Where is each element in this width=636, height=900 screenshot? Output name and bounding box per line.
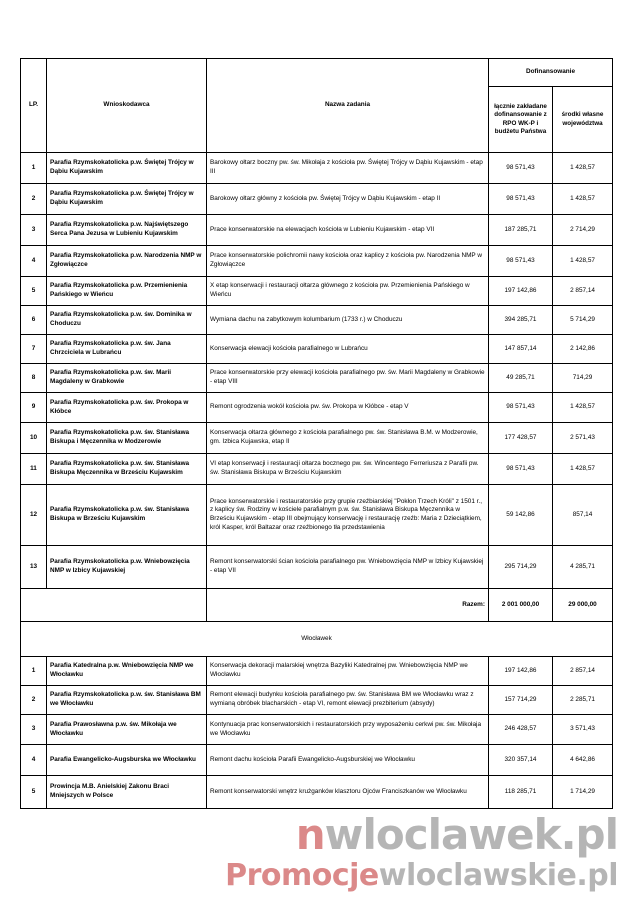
own-funds-amount: 2 857,14 — [553, 277, 613, 306]
row-number: 11 — [21, 454, 47, 485]
watermark-grey-part: wloclawek.pl — [324, 810, 618, 859]
row-number: 12 — [21, 485, 47, 546]
rpo-amount: 98 571,43 — [489, 184, 553, 215]
row-number: 13 — [21, 546, 47, 589]
task-cell: Barokowy ołtarz główny z kościoła pw. Świętej Trójcy w Dąbiu Kujawskim - etap II — [207, 184, 489, 215]
own-funds-amount: 4 285,71 — [553, 546, 613, 589]
own-funds-amount: 857,14 — [553, 485, 613, 546]
task-cell: Prace konserwatorskie przy elewacji kościoła parafialnego pw. św. Marii Magdaleny w Grabkowie - etap VIII — [207, 364, 489, 393]
header-own: środki własne województwa — [553, 87, 613, 153]
row-number: 7 — [21, 335, 47, 364]
rpo-amount: 187 285,71 — [489, 215, 553, 246]
applicant-cell: Prowincja M.B. Anielskiej Zakonu Braci Mniejszych w Polsce — [47, 776, 207, 809]
task-cell: Kontynuacja prac konserwatorskich i restauratorskich przy wyposażeniu cerkwi pw. św. Mikołaja we Włocławku — [207, 715, 489, 745]
applicant-cell: Parafia Ewangelicko-Augsburska we Włocławku — [47, 745, 207, 776]
task-cell: Remont ogrodzenia wokół kościoła pw. św. Prokopa w Kłóbce - etap V — [207, 393, 489, 423]
own-funds-amount: 2 142,86 — [553, 335, 613, 364]
own-funds-amount: 1 714,29 — [553, 776, 613, 809]
rpo-amount: 320 357,14 — [489, 745, 553, 776]
table-row — [21, 485, 613, 546]
table-row — [21, 657, 613, 686]
task-cell: Remont konserwatorski wnętrz krużganków klasztoru Ojców Franciszkanów we Włocławku — [207, 776, 489, 809]
section-title: Włocławek — [21, 622, 613, 657]
row-number: 10 — [21, 423, 47, 454]
rpo-amount: 246 428,57 — [489, 715, 553, 745]
own-funds-amount: 1 428,57 — [553, 393, 613, 423]
table-row — [21, 246, 613, 277]
table-row — [21, 454, 613, 485]
rpo-amount: 147 857,14 — [489, 335, 553, 364]
rpo-amount: 98 571,43 — [489, 246, 553, 277]
applicant-cell: Parafia Rzymskokatolicka p.w. św. Stanisława Biskupa w Brześciu Kujawskim — [47, 485, 207, 546]
applicant-cell: Parafia Rzymskokatolicka p.w. św. Stanisława BM we Włocławku — [47, 686, 207, 715]
rpo-amount: 59 142,86 — [489, 485, 553, 546]
row-number: 4 — [21, 745, 47, 776]
task-cell: Konserwacja ołtarza głównego z kościoła parafialnego pw. św. Stanisława B.M. w Modzerowie, gm. Izbica Kujawska, etap II — [207, 423, 489, 454]
row-number: 2 — [21, 184, 47, 215]
table-row — [21, 215, 613, 246]
sum-rpo: 2 001 000,00 — [489, 589, 553, 622]
applicant-cell: Parafia Rzymskokatolicka p.w. Najświętszego Serca Pana Jezusa w Lubieniu Kujawskim — [47, 215, 207, 246]
applicant-cell: Parafia Katedralna p.w. Wniebowzięcia NMP we Włocławku — [47, 657, 207, 686]
rpo-amount: 157 714,29 — [489, 686, 553, 715]
rpo-amount: 394 285,71 — [489, 306, 553, 335]
task-cell: Wymiana dachu na zabytkowym kolumbarium (1733 r.) w Choduczu — [207, 306, 489, 335]
own-funds-amount: 1 428,57 — [553, 246, 613, 277]
own-funds-amount: 4 642,86 — [553, 745, 613, 776]
applicant-cell: Parafia Rzymskokatolicka p.w. św. Jana Chrzciciela w Lubrańcu — [47, 335, 207, 364]
grant-table — [20, 58, 613, 809]
applicant-cell: Parafia Rzymskokatolicka p.w. św. Dominika w Choduczu — [47, 306, 207, 335]
row-number: 1 — [21, 153, 47, 184]
rpo-amount: 197 142,86 — [489, 657, 553, 686]
rpo-amount: 197 142,86 — [489, 277, 553, 306]
table-row — [21, 745, 613, 776]
task-cell: Remont konserwatorski ścian kościoła parafialnego pw. Wniebowzięcia NMP w Izbicy Kujawskiej - etap VII — [207, 546, 489, 589]
rpo-amount: 118 285,71 — [489, 776, 553, 809]
task-cell: VI etap konserwacji i restauracji ołtarza bocznego pw. św. Wincentego Ferreriusza z Parafii pw. św. Stanisława Biskupa w Brześciu Kujawskim — [207, 454, 489, 485]
header-lp: LP. — [21, 59, 47, 153]
row-number: 2 — [21, 686, 47, 715]
applicant-cell: Parafia Rzymskokatolicka p.w. Przemienienia Pańskiego w Wieńcu — [47, 277, 207, 306]
rpo-amount: 98 571,43 — [489, 454, 553, 485]
task-cell: Remont elewacji budynku kościoła parafialnego pw. św. Stanisława BM we Włocławku wraz z wymianą obróbek blacharskich - etap VI, remont elewacji prezbiterium (absydy) — [207, 686, 489, 715]
applicant-cell: Parafia Rzymskokatolicka p.w. Narodzenia NMP w Zgłowiączce — [47, 246, 207, 277]
own-funds-amount: 1 428,57 — [553, 153, 613, 184]
task-cell: Konserwacja elewacji kościoła parafialnego w Lubrańcu — [207, 335, 489, 364]
row-number: 5 — [21, 277, 47, 306]
watermark-red-part: n — [295, 810, 325, 859]
rpo-amount: 49 285,71 — [489, 364, 553, 393]
own-funds-amount: 2 714,29 — [553, 215, 613, 246]
own-funds-amount: 714,29 — [553, 364, 613, 393]
applicant-cell: Parafia Rzymskokatolicka p.w. Świętej Trójcy w Dąbiu Kujawskim — [47, 184, 207, 215]
own-funds-amount: 1 428,57 — [553, 454, 613, 485]
applicant-cell: Parafia Rzymskokatolicka p.w. św. Stanisława Biskupa Męczennika w Brześciu Kujawskim — [47, 454, 207, 485]
watermark-logo — [0, 810, 636, 859]
applicant-cell: Parafia Rzymskokatolicka p.w. Świętej Trójcy w Dąbiu Kujawskim — [47, 153, 207, 184]
table-row — [21, 306, 613, 335]
header-applicant: Wnioskodawca — [47, 59, 207, 153]
task-cell: Konserwacja dekoracji malarskiej wnętrza Bazyliki Katedralnej pw. Wniebowzięcia NMP we Włocławku — [207, 657, 489, 686]
watermark-promo-red: Promocje — [225, 858, 379, 893]
row-number: 3 — [21, 215, 47, 246]
table-row — [21, 393, 613, 423]
watermark-promo — [0, 858, 636, 893]
section-row — [21, 622, 613, 657]
applicant-cell: Parafia Rzymskokatolicka p.w. św. Prokopa w Kłóbce — [47, 393, 207, 423]
table-row — [21, 277, 613, 306]
header-cofinancing: Dofinansowanie — [489, 59, 613, 87]
row-number: 8 — [21, 364, 47, 393]
task-cell: Prace konserwatorskie polichromii nawy kościoła oraz kaplicy z kościoła pw. Narodzenia NMP w Zgłowiączce — [207, 246, 489, 277]
table-row — [21, 423, 613, 454]
row-number: 9 — [21, 393, 47, 423]
table-row — [21, 546, 613, 589]
table-row — [21, 776, 613, 809]
header-rpo: łącznie zakładane dofinansowanie z RPO WK-P i budżetu Państwa — [489, 87, 553, 153]
row-number: 3 — [21, 715, 47, 745]
own-funds-amount: 5 714,29 — [553, 306, 613, 335]
rpo-amount: 98 571,43 — [489, 153, 553, 184]
applicant-cell: Parafia Rzymskokatolicka p.w. św. Marii Magdaleny w Grabkowie — [47, 364, 207, 393]
own-funds-amount: 2 857,14 — [553, 657, 613, 686]
watermark-promo-grey: wloclawskie.pl — [378, 858, 618, 893]
table-row — [21, 364, 613, 393]
applicant-cell: Parafia Rzymskokatolicka p.w. Wniebowzięcia NMP w Izbicy Kujawskiej — [47, 546, 207, 589]
table-row — [21, 153, 613, 184]
task-cell: Prace konserwatorskie na elewacjach kościoła w Lubieniu Kujawskim - etap VII — [207, 215, 489, 246]
task-cell: Prace konserwatorskie i restauratorskie przy grupie rzeźbiarskiej "Pokłon Trzech Króli" z 1501 r., z kaplicy św. Rodziny w kościele parafialnym p.w. św. Stanisława Biskupa Męczennika w Brześciu Kujawskim - etap III obejmujący konserwację i restaurację rzeźb: Maria z Dzieciątkiem, król Kasper, król Baltazar oraz rzeźbionego tła przedstawienia — [207, 485, 489, 546]
rpo-amount: 177 428,57 — [489, 423, 553, 454]
own-funds-amount: 2 285,71 — [553, 686, 613, 715]
table-row — [21, 335, 613, 364]
task-cell: Remont dachu kościoła Parafii Ewangelicko-Augsburskiej we Włocławku — [207, 745, 489, 776]
sum-label: Razem: — [207, 589, 489, 622]
task-cell: Barokowy ołtarz boczny pw. św. Mikołaja z kościoła pw. Świętej Trójcy w Dąbiu Kujawskim - etap III — [207, 153, 489, 184]
rpo-amount: 295 714,29 — [489, 546, 553, 589]
rpo-amount: 98 571,43 — [489, 393, 553, 423]
header-task: Nazwa zadania — [207, 59, 489, 153]
task-cell: X etap konserwacji i restauracji ołtarza głównego z kościoła pw. Przemienienia Pańskiego w Wieńcu — [207, 277, 489, 306]
row-number: 4 — [21, 246, 47, 277]
sum-own: 29 000,00 — [553, 589, 613, 622]
own-funds-amount: 2 571,43 — [553, 423, 613, 454]
applicant-cell: Parafia Rzymskokatolicka p.w. św. Stanisława Biskupa i Męczennika w Modzerowie — [47, 423, 207, 454]
own-funds-amount: 1 428,57 — [553, 184, 613, 215]
row-number: 1 — [21, 657, 47, 686]
applicant-cell: Parafia Prawosławna p.w. św. Mikołaja we Włocławku — [47, 715, 207, 745]
table-row — [21, 686, 613, 715]
own-funds-amount: 3 571,43 — [553, 715, 613, 745]
table-row — [21, 184, 613, 215]
sum-row — [21, 589, 613, 622]
table-row — [21, 715, 613, 745]
row-number: 6 — [21, 306, 47, 335]
sum-blank — [21, 589, 207, 622]
row-number: 5 — [21, 776, 47, 809]
